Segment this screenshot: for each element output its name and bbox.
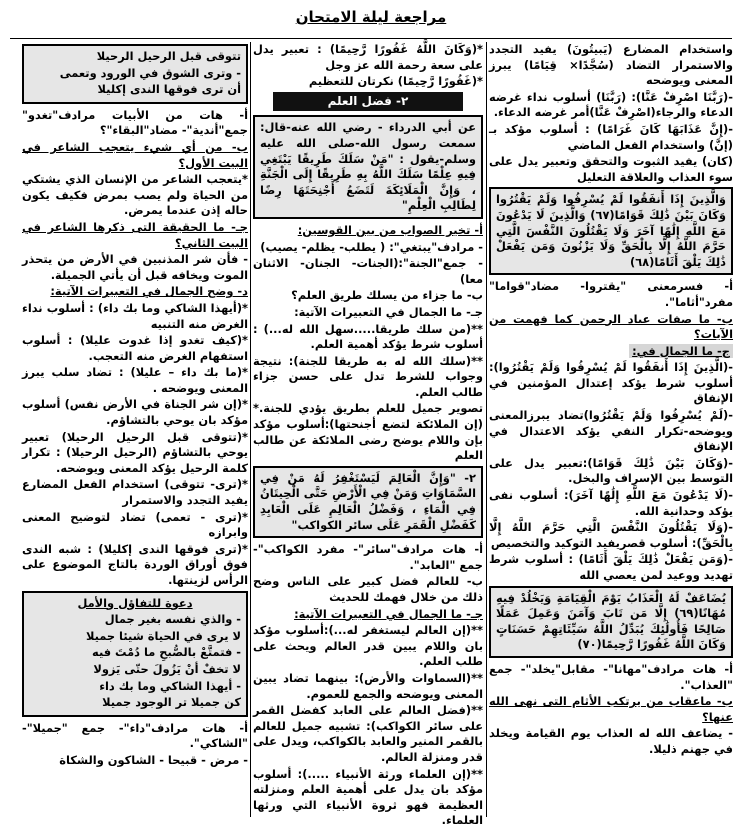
text-line: واستخدام المضارع (يَبيتُونَ) يفيد التجدد والاستمرار التضاد (سُجَّدًا× قِيَامًا) يبرز المعنى ويوضحه <box>489 42 733 88</box>
text-line: *(ترى- تتوقى) استخدام الفعل المضارع يفيد التجدد والاستمرار <box>22 477 248 508</box>
poem-line: أن ترى فوقها الندى إكليلا <box>97 82 241 97</box>
text-line: أ- هات مرادف"سائر"- مفرد الكواكب"- جمع "العابد". <box>253 542 483 572</box>
text-line: **(فضل العالم على العابد كفضل القمر على سائر الكواكب): تشبيه جميل للعالم بالقمر المنير والعابد بالكواكب، ويدل على قدر ومنزلة العالم. <box>253 703 483 764</box>
question-line: أ- فسرمعنى "يقتروا- مضاد"قواما" مفرد"أثاما". <box>489 279 733 309</box>
column-divider <box>250 42 251 817</box>
text-line: تصوير جميل للعلم بطريق يؤدي للجنة.*(إن الملائكة لتضع أجنحتها):أسلوب مؤكد بإن واللام يوضح رضى الملائكة عن طالب العلم <box>253 401 483 463</box>
question-heading: أ- تخير الصواب من بين القوسين: <box>297 222 483 237</box>
quran-verse-box: يُضَاعَفْ لَهُ الْعَذَابُ يَوْمَ الْقِيَامَةِ وَيَخْلُدْ فِيهِ مُهَانًا(٦٩) إِلَّا مَن تَابَ وَآمَنَ وَعَمِلَ عَمَلًا صَالِحًا فَأُولَٰئِكَ يُبَدِّلُ اللَّهُ سَيِّئَاتِهِمْ حَسَنَاتٍ وَكَانَ اللَّهُ غَفُورًا رَّحِيمًا(٧٠) <box>489 586 733 658</box>
text-line: أ- هات من الأبيات مرادف"تغدو" جمع"أندية"- مضاد"البقاء"؟ <box>22 107 248 138</box>
text-line: - مرادف"يبتغي": ( يطلب- يظلم- يصيب) <box>260 239 483 254</box>
heading-highlight: ج- ما الجمال في: <box>629 344 733 358</box>
text-line: **(إن العلماء ورثة الأنبياء .....): أسلوب مؤكد بان يدل على أهمية العلم ومنزلته العظيمة فهو ثروة الأنبياء التي ورثها العلماء. <box>253 766 483 828</box>
poem-box <box>22 44 248 104</box>
text-line: - جمع"الجنة":(الجنات- الجنان- الاثنان معا) <box>253 256 483 286</box>
poem-line: - وترى الشوق في الورود وتعمى <box>59 65 241 80</box>
text-line: -(الَّذِينَ إِذَا أَنفَقُوا لَمْ يُسْرِفُوا وَلَمْ يَقْتُرُوا): أسلوب شرط يؤكد إعتدال المؤمنين في الإنفاق <box>489 360 733 406</box>
title-rule <box>10 38 732 39</box>
text-line: **(سلك الله له به طريقا للجنة): نتيجة وجواب للشرط تدل على حسن جزاء طالب العلم. <box>253 353 483 399</box>
question-heading: جـ- ما الحقيقة التى ذكرها الشاعر في البيت الثاني؟ <box>22 219 248 250</box>
section-banner: ٢- فضل العلم <box>273 92 463 112</box>
quran-verse-box: وَالَّذِينَ إِذَا أَنفَقُوا لَمْ يُسْرِفُوا وَلَمْ يَقْتُرُوا وَكَانَ بَيْنَ ذَٰلِكَ قَوَامًا(٦٧) وَالَّذِينَ لَا يَدْعُونَ مَعَ اللَّهِ إِلَٰهًا آخَرَ وَلَا يَقْتُلُونَ النَّفْسَ الَّتِي حَرَّمَ اللَّهُ إِلَّا بِالْحَقِّ وَلَا يَزْنُونَ وَمَن يَفْعَلْ ذَٰلِكَ يَلْقَ أَثَامًا(٦٨) <box>489 187 733 275</box>
poem-line: - أيهذا الشاكي وما بك داء <box>99 678 241 693</box>
text-line: *(ما بك داء – عليلا) : تضاد سلب يبرز المعنى ويوضحه . <box>22 365 248 395</box>
question-line: أ- هات مرادف"مهانا"- مقابل"يخلد"- جمع "العذاب". <box>489 661 733 692</box>
text-line: ب- للعالم فضل كبير على الناس وضح ذلك من خلال فهمك للحديث <box>253 574 483 604</box>
text-line: *(غَفُورًا رَّحِيمًا) نكرتان للتعظيم <box>308 74 483 89</box>
text-line: *(تتوقى قبل الرحيل الرحيلا) تعبير يوحي بالتشاؤم (الرحيل الرحيلا) : تكرار كلمة الرحيل يؤكد المعنى ويوضحه. <box>22 429 248 475</box>
text-line: *(ترى فوقها الندى إكليلا) : شبه الندى فوق أوراق الوردة بالتاج الموضوع على الرأس لزينتها. <box>22 541 248 587</box>
column-divider <box>486 42 487 817</box>
text-line: (كان) يفيد الثبوت والتحقق وتعبير يدل على سوء العذاب والعلاقة التعليل <box>489 154 733 184</box>
text-line: - مرض - قبيحا - الشاكون والشكاة <box>59 752 248 767</box>
question-heading: ب- من أي شيء يتعجب الشاعر في البيت الأول؟ <box>22 139 248 170</box>
poem-line: كن جميلا تر الوجود جميلا <box>102 695 241 710</box>
text-line: *يتعجب الشاعر من الإنسان الذي يشتكي من الحياة ولم يصب بمرض فكيف يكون حاله إذن عندما يمرض. <box>22 172 248 218</box>
question-heading: جـ- ما الجمال في التعبيرات الآتية: <box>294 606 483 621</box>
poem-line: - فتمتَّعْ بالصُّبحِ ما دُمْتَ فيه <box>92 645 241 660</box>
column-right <box>489 42 733 817</box>
text-line: *(أيهذا الشاكي وما بك داء) : أسلوب نداء الغرض منه التنبيه <box>22 300 248 331</box>
poem-line: - والذي نفسه بغير جمال <box>104 612 241 627</box>
question-heading: ب- ما صفات عباد الرحمن كما فهمت من الآيات؟ <box>489 311 733 342</box>
column-left <box>22 42 248 817</box>
text-line: -(وَلَا يَقْتُلُونَ النَّفْسَ الَّتِي حَرَّمَ اللَّهُ إِلَّا بِالْحَقِّ): أسلوب قصريفيد التوكيد والتخصيص <box>489 520 733 550</box>
text-line: **(من سلك طريقا.....سهل الله له...) : أسلوب شرط يؤكد أهمية العلم. <box>253 321 483 352</box>
poem-title: دعوة للتفاؤل والأمل <box>77 595 193 610</box>
poem-box <box>22 591 248 717</box>
text-line: أ- هات مرادف"داء"- جمع "جميلا"- "الشاكي". <box>22 720 248 751</box>
text-line: *(إن شر الجناة في الأرض نفس) أسلوب مؤكد بان يوحي بالتشاؤم. <box>22 397 248 428</box>
text-line: -(وَمَن يَفْعَلْ ذَٰلِكَ يَلْقَ أَثَامًا) : أسلوب شرط تهديد ووعيد لمن يعصي الله <box>489 552 733 582</box>
text-line: **(السماوات والأرض): بينهما تضاد يبين المعنى ويوضحه والجمع للعموم. <box>253 670 483 701</box>
question-heading: د- وضح الجمال في التعبيرات الآتية: <box>50 284 248 299</box>
text-line: جـ- ما الجمال في التعبيرات الآتية: <box>294 304 483 319</box>
text-line: *(وَكَانَ اللَّهُ غَفُورًا رَّحِيمًا) : تعبير يدل على سعة رحمة الله عز وجل <box>253 42 483 72</box>
text-line: ب- ما جزاء من يسلك طريق العلم؟ <box>291 288 483 303</box>
text-line: *(ترى - تعمى) تضاد لتوضيح المعنى وابرازه <box>22 509 248 540</box>
text-line: **(إن العالم ليستغفر له...):أسلوب مؤكد بان واللام يبين قدر العالم ويحث على طلب العلم. <box>253 623 483 669</box>
text-line: - يضاعف الله له العذاب يوم القيامة ويخلد في جهنم ذليلا. <box>489 726 733 756</box>
page-title: مراجعة ليلة الامتحان <box>295 8 447 26</box>
hadith-box: عن أبي الدرداء - رضي الله عنه-قال: سمعت رسول الله-صلى الله عليه وسلم-يقول : "مَنْ سَلَكَ طَرِيقًا يَبْتَغِي فِيهِ عِلْمًا سَلَكَ اللَّهُ بِهِ طَرِيقًا إِلَى الْجَنَّةِ ، وَإِنَّ الْمَلَائِكَةَ لَتَضَعُ أَجْنِحَتَهَا رِضًا لِطَالِبِ الْعِلْمِ" <box>253 115 483 219</box>
poem-line: لا يرى في الحياة شيئا جميلا <box>85 628 241 643</box>
hadith-box: ٢- "وَإِنَّ الْعَالِمَ لَيَسْتَغْفِرُ لَهُ مَنْ فِي السَّمَاوَاتِ وَمَنْ فِي الْأَرْضِ حَتَّى الْحِيتَانُ فِي الْمَاءِ ، وَفَضْلُ الْعَالِمِ عَلَى الْعَابِدِ كَفَضْلِ الْقَمَرِ عَلَى سائر الكواكب" <box>253 466 483 538</box>
section-heading <box>489 344 733 360</box>
text-line: -(لَمْ يُسْرِفُوا وَلَمْ يَقْتُرُوا)تضاد يبرزالمعنى ويوضحه-تكرار النفي يؤكد الاعتدال في الإنفاق <box>489 408 733 454</box>
text-line: -(إِنَّ عَذَابَهَا كَانَ غَرَامًا) : أسلوب مؤكد بـ (إنَّ) واستخدام الفعل الماضي <box>489 121 733 152</box>
text-line: *(كيف تغدو إذا غدوت عليلا) : أسلوب استفهام الغرض منه التعجب. <box>22 333 248 363</box>
column-middle <box>253 42 483 828</box>
text-line: -(وَكَانَ بَيْنَ ذَٰلِكَ قَوَامًا):تعبير يدل على التوسط بين الإسراف والبخل. <box>489 455 733 486</box>
text-line: - فأن شر المذنبين في الأرض من يتحذر الموت ويخافه قبل أن يأتي الجميلة. <box>22 252 248 282</box>
text-line: -(رَبَّنَا اصْرِفْ عَنَّا): (رَبَّنَا) أسلوب نداء غرضه الدعاء والرجاء(اصْرِفْ عَنَّا)أمر غرضه الدعاء. <box>489 89 733 120</box>
text-line: -(لَا يَدْعُونَ مَعَ اللَّهِ إِلَٰهًا آخَرَ): أسلوب نفى يؤكد وحدانية الله. <box>489 488 733 518</box>
poem-line: تتوقى قبل الرحيل الرحيلا <box>96 49 241 63</box>
question-heading: ب- ماعقاب من يرتكب الأثام التى نهى الله عنها؟ <box>489 694 733 724</box>
poem-line: لا تخفْ أنْ يَزُولَ حتّى يَزولا <box>93 661 241 676</box>
